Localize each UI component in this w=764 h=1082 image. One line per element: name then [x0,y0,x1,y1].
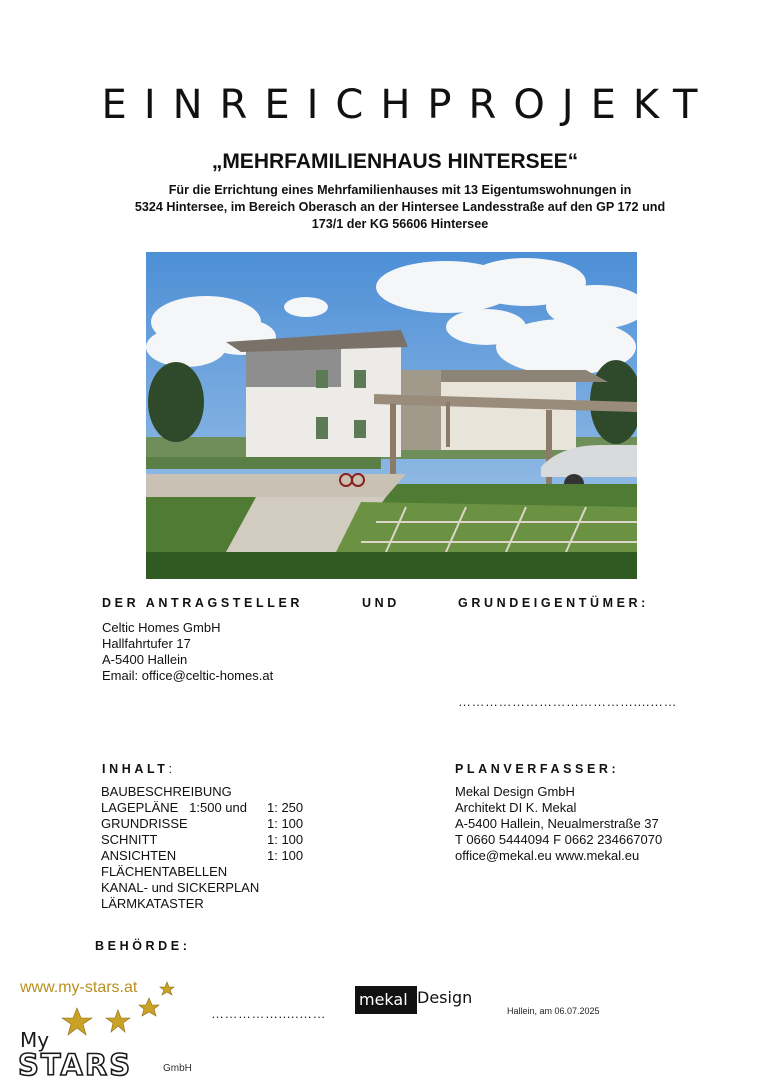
contents-item [101,864,303,880]
contents-item-name: GRUNDRISSE [101,816,188,831]
applicant-line: A-5400 Hallein [102,652,188,667]
authority-heading: BEHÖRDE: [95,939,191,953]
project-description [90,182,710,233]
description-line: 5324 Hintersee, im Bereich Oberasch an der Hintersee Landesstraße auf den GP 172 und [134,200,666,214]
description-line: Für die Errichtung eines Mehrfamilienhauses mit 13 Eigentumswohnungen in [168,183,632,197]
star-icon [160,982,174,995]
contents-item [101,800,303,816]
building-rendering [146,252,637,579]
contents-heading [102,762,172,776]
owner-heading: GRUNDEIGENTÜMER: [458,596,649,610]
document-title: EINREICHPROJEKT [101,82,715,128]
mystars-url: www.my-stars.at [20,979,138,996]
description-line: 173/1 der KG 56606 Hintersee [311,217,489,231]
mystars-logo-gmbh: GmbH [163,1063,192,1074]
contents-item-name: LAGEPLÄNE 1:500 und [101,800,247,815]
applicant-heading: DER ANTRAGSTELLER [102,596,304,610]
contents-item-name: ANSICHTEN [101,848,177,863]
mekal-logo-left: mekal [359,990,408,1009]
planner-heading: PLANVERFASSER: [455,762,620,776]
contents-item-name: FLÄCHENTABELLEN [101,864,228,879]
planner-address [455,784,662,864]
project-name: „MEHRFAMILIENHAUS HINTERSEE“ [211,150,579,173]
contents-item-name: LÄRMKATASTER [101,896,204,911]
planner-contact: office@mekal.eu www.mekal.eu [455,848,640,863]
planner-line: Architekt DI K. Mekal [455,800,577,815]
signature-line: …………….....…… [211,1006,327,1021]
contents-item [101,848,303,864]
and-label: UND [362,596,400,610]
contents-heading-colon: : [168,762,172,776]
contents-list [101,784,303,912]
applicant-line: Hallfahrtufer 17 [102,636,191,651]
mekal-logo-right: Design [417,988,473,1007]
planner-line: A-5400 Hallein, Neualmerstraße 37 [455,816,659,831]
contents-item-scale: 1: 100 [267,848,304,863]
contents-item-scale: 1: 250 [267,800,304,815]
contents-item-scale: 1: 100 [267,816,304,831]
contents-heading-text: INHALT [102,762,169,776]
contents-item [101,832,303,848]
star-icon [139,998,159,1016]
applicant-line: Celtic Homes GmbH [102,620,221,635]
planner-line: Mekal Design GmbH [455,784,575,799]
contents-item-name: KANAL- und SICKERPLAN [101,880,260,895]
star-icon [106,1010,130,1032]
contents-item [101,784,303,800]
star-icon [62,1008,92,1035]
contents-item [101,880,303,896]
owner-signature-line: …………………………………....…… [458,694,677,709]
place-date: Hallein, am 06.07.2025 [507,1006,600,1016]
mystars-logo-stars: STARS [18,1048,133,1082]
contents-item [101,896,303,912]
mystars-logo-my: My [20,1028,50,1052]
rendering-illustration [146,252,637,579]
planner-phone: T 0660 5444094 F 0662 234667070 [455,832,663,847]
contents-item-name: BAUBESCHREIBUNG [101,784,232,799]
applicant-email: Email: office@celtic-homes.at [102,668,274,683]
contents-item-scale: 1: 100 [267,832,304,847]
contents-item [101,816,303,832]
applicant-address [102,620,273,684]
contents-item-name: SCHNITT [101,832,158,847]
